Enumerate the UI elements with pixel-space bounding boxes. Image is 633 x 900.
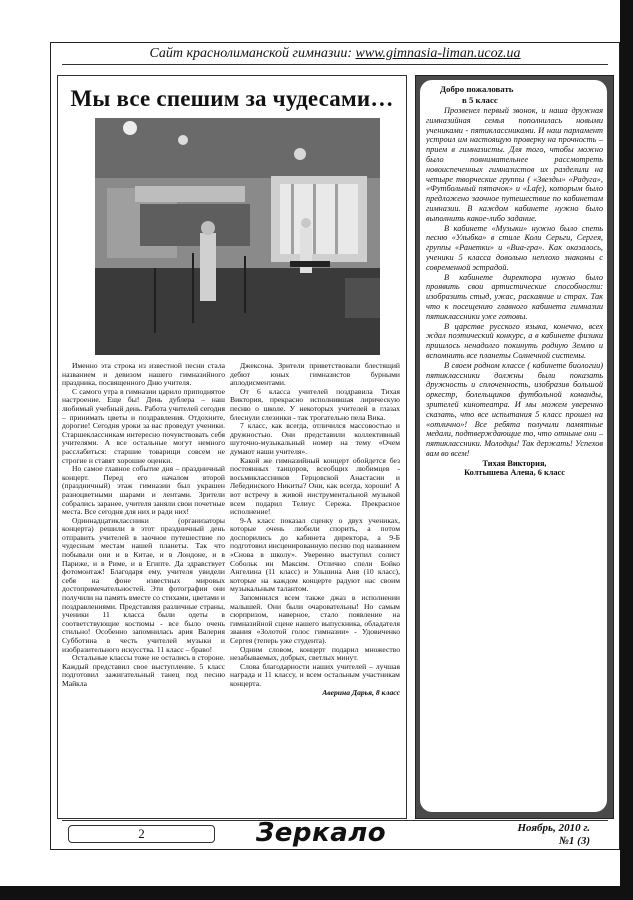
issue-info — [470, 822, 590, 848]
article-paragraph: Именно эта строка из известной песни стала названием и девизом нашего гимназийного праздника, посвященного Дню учителя. — [62, 362, 225, 388]
sidebar-signature-line2: Колтышева Алена, 6 класс — [464, 468, 565, 478]
article-paragraph: Остальные классы тоже не остались в стороне. Каждый представил свое выступление. 5 класс подготовил зажигательный танец под песню Майкла — [62, 653, 225, 688]
article-paragraph: 9-А класс показал сценку о двух учениках, которые очень любили спорить, а потом доспорились до кабинета директора, а 9-Б подготовил инсценированную песню под названием «Снова в школу». Уверенно выступил солист Собольк ин Максим. Отлично спели Бойко Ангелина (11 класс) и Ульшина Аня (10 класс), которые на каждом концерте радуют нас своим музыкальным талантом. — [230, 515, 400, 594]
page-number: 2 — [68, 825, 215, 843]
article-paragraph: Слова благодарности наших учителей – лучшая награда и 11 классу, и всем остальным участникам концерта. — [230, 661, 400, 688]
article-paragraph: С самого утра в гимназии царило приподнятое настроение. Еще бы! День дублера – наш любимый учебный день. Работа учителей сегодня – принимать цветы и поздравления. Отдохните, дорогие! Сегодня уроки за вас проведут ученики. Старшеклассникам интересно почувствовать себя учителями. А все остальные могут немного расслабиться: старшие товарищи совсем не строгие и ставят хорошие оценки. — [62, 386, 225, 465]
sidebar-paragraph: В своем родном классе ( кабинете биологии) пятиклассники должны были показать дружность и сплоченность, изобразив большой оркестр, болельщиков футбольной команды, зрителей кинотеатра. И мы можем уверенно сказать, что все испытания 5 класс прошел на «отлично»! Все ребята получили памятные медали, подтверждающие то, что отныне они – пятиклассники. Молодцы! Так держать! Успехов вам во всем! — [426, 360, 603, 458]
article-title: Мы все спешим за чудесами… — [70, 86, 394, 111]
page-shadow-bottom — [0, 886, 633, 900]
site-header — [62, 44, 608, 65]
page-shadow-right — [620, 0, 633, 900]
sidebar-paragraph: В кабинете директора нужно было проявить свои артистические способности: изобразить стыд, ужас, раскаяние и страх. Так что к посещению главного кабинета гимназии пятиклассники уже готовы. — [426, 272, 603, 321]
article-paragraph: 7 класс, как всегда, отличился массовостью и дружностью. Они представили коллективный шуточно-музыкальный номер на тему «Очем думают наши учителя». — [230, 421, 400, 456]
sidebar-paragraph: Прозвенел первый звонок, и наша дружная гимназийная семья пополнилась новыми учениками - пятиклассниками. И наш парламент устроил им настоящую проверку на прочность – прием в гимназисты. Для того, чтобы можно было повнимательнее рассмотреть новоиспеченных гимназистов их разделили на четыре творческие группы ( «Звезды» «Радуга», «Футбольный пятачок» и «Lafe), которым было предложено заочное путешествие по кабинетам гимназии. В каждом кабинете нужно было выполнить какое-либо задание. — [426, 106, 603, 223]
article-signature: Аверина Дарья, 8 класс — [322, 687, 400, 697]
sidebar-article — [426, 84, 603, 810]
site-url-link[interactable]: www.gimnasia-liman.ucoz.ua — [355, 46, 521, 61]
sidebar-paragraph: В царстве русского языка, конечно, всех ждал поэтический конкурс, а в кабинете физики пришлось ненадолго покинуть родную Землю и вспомнить все планеты Солнечной системы. — [426, 321, 603, 360]
issue-date: Ноябрь, 2010 г. — [517, 822, 590, 834]
sidebar-greeting-line1: Добро пожаловать — [440, 84, 514, 94]
article-paragraph: Джексона. Зрители приветствовали блестящий дебют юных гимназистов бурными аплодисментами. — [230, 362, 400, 388]
article-paragraph: Одним словом, концерт подарил множество незабываемых, добрых, светлых минут. — [230, 644, 400, 663]
concert-photo — [95, 118, 380, 355]
site-header-prefix: Сайт краснолиманской гимназии: — [149, 46, 356, 61]
article-paragraph: От 6 класса учителей поздравила Тихая Виктория, прекрасно исполнившая лирическую песню о школе. У некоторых учителей в глазах блеснули слезинки - так трогательно пела Вика. — [230, 386, 400, 422]
article-paragraph: Одиннадцатиклассники (организаторы концерта) решили в этот праздничный день отправить учителей в заочное путешествие по чудесным местам нашей планеты. Так что побывали они и в Китае, и в Лондоне, и в Париже, и в Риме, и в Египте. Да здравствует фотомонтаж! Благодаря ему, учителя увидели себя на фоне известных мировых достопримечательностей. Эти фотографии они получили на память вместе со стихами, цветами и поздравлениями. Представляя различные страны, ученики 11 класса были одеты в соответствующие костюмы - все было очень стильно! Особенно запомнилась ария Валерия Субботина в честь учителей музыки и изобразительного искусства. 11 класс – браво! — [62, 515, 225, 654]
newspaper-logo: Зеркало — [255, 818, 387, 848]
article-paragraph: Какой же гимназийный концерт обойдется без постоянных танцоров, всеобщих любимцев - восьмиклассников Герцовской Анастасии и Лебединского Никиты? Они, как всегда, хороши! А вот встречу в живой инструментальной музыкой всем подарил Телиус Сережа. Прекрасное исполнение! — [230, 455, 400, 517]
article-column-2 — [230, 362, 400, 814]
article-paragraph: Запомнился всем также джаз в исполнении малышей. Они были очаровательны! Но самым сюрпризом, наверное, стало появление на гимназийной сцене нашего выпускника, обладателя звания «Золотой голос гимназии» - Удовиченко Сергея (теперь уже студента). — [230, 593, 400, 645]
sidebar-greeting-line2: в 5 класс — [462, 95, 498, 105]
sidebar-paragraph: В кабинете «Музыки» нужно было спеть песню «Улыбка» в стиле Коли Серьги, Сергея, группы «Ранетки» и «Виа-гра». Как оказалось, ученики 5 класса довольно неплохо знакомы с современной эстрадой. — [426, 223, 603, 272]
article-column-1 — [62, 362, 225, 814]
issue-number: №1 (3) — [558, 835, 590, 847]
article-paragraph: Но самое главное событие дня – праздничный концерт. Перед его началом второй (праздничный) этаж гимназии был украшен разноцветными шарами и лентами. Зрители собрались заранее, учителя заняли свои почетные места. Все сегодня для них и ради них! — [62, 464, 225, 517]
sidebar-signature-line1: Тихая Виктория, — [482, 458, 547, 468]
